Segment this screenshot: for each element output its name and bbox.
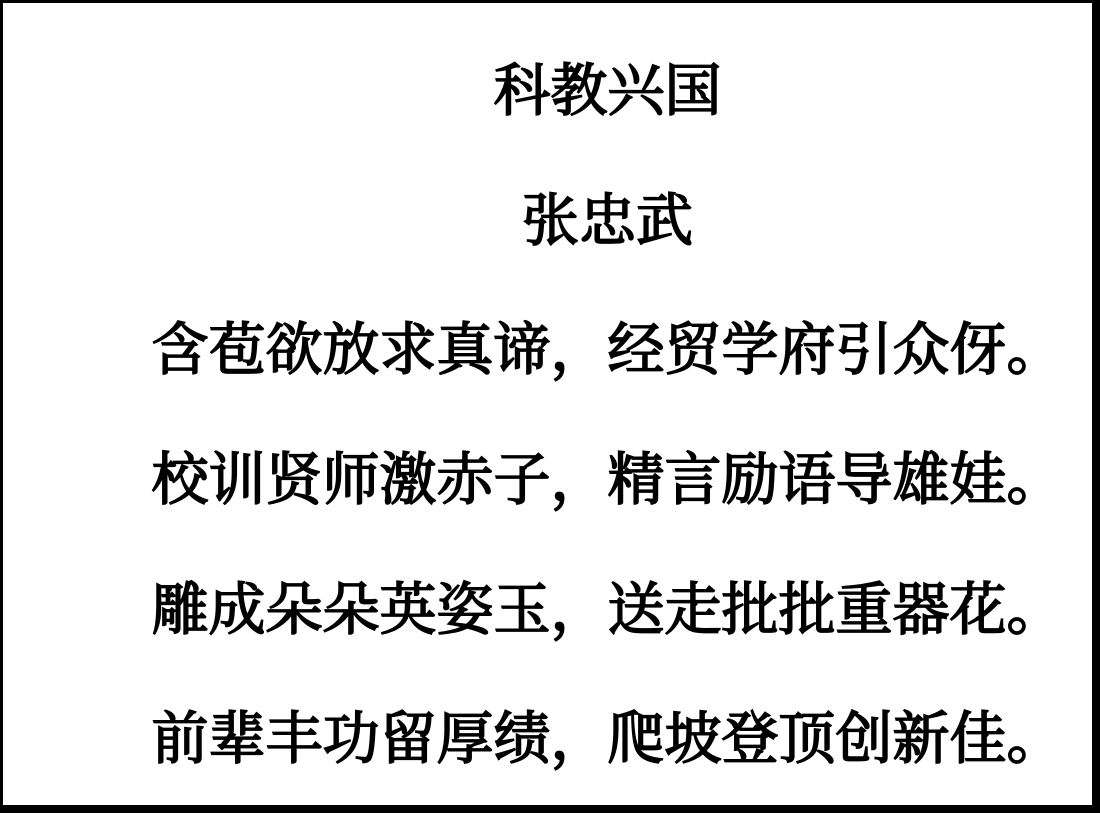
poem-author: 张忠武 [522, 189, 693, 253]
poem-title: 科教兴国 [493, 59, 722, 123]
poem-content [150, 3, 1065, 805]
poem-line-1: 含苞欲放求真谛，经贸学府引众伢。 [151, 318, 1064, 382]
poem-line-4: 前辈丰功留厚绩，爬坡登顶创新佳。 [151, 707, 1064, 771]
poem-line-3: 雕成朵朵英姿玉，送走批批重器花。 [151, 578, 1064, 642]
poem-line-2: 校训贤师激赤子，精言励语导雄娃。 [151, 448, 1064, 512]
